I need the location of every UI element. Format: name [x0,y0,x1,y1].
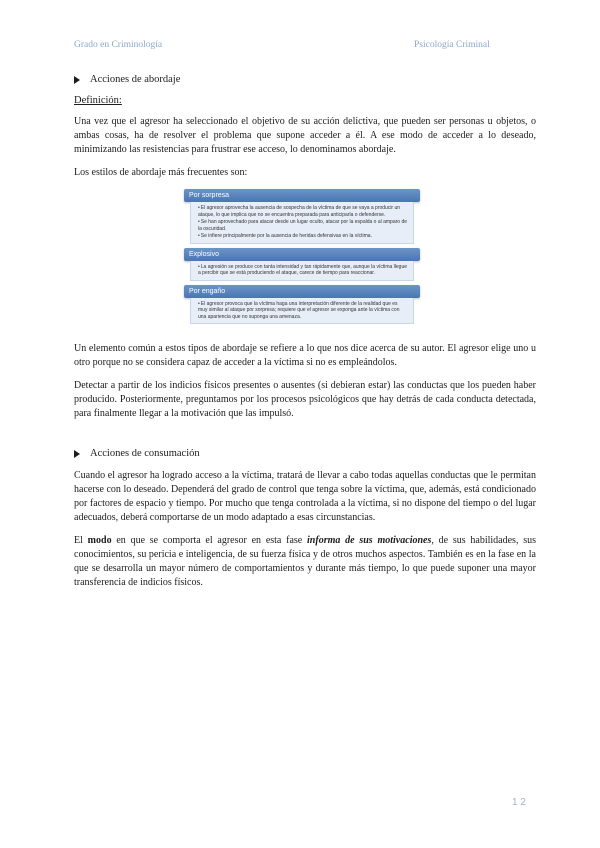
diagram-bullet: • Se infiere principalmente por la ausencia de heridas defensivas en la víctima. [198,233,408,240]
definition-label: Definición: [74,95,122,106]
diagram-block-body [190,261,414,281]
paragraph-definition: Una vez que el agresor ha seleccionado el objetivo de su acción delictiva, que pueden ser personas u objetos, o ambas cosas, ha de resolver el problema que supone acceder a él. A ese modo de acceder a lo deseado, minimizando las resistencias para frustrar ese acceso, lo denominamos abordaje. [74,116,536,155]
diagram-block-explosivo [184,248,420,281]
paragraph-common-element: Un elemento común a estos tipos de abordaje se refiere a lo que nos dice acerca de su autor. El agresor elige uno u otro porque no se considera capaz de acceder a la víctima si no es empleándolos. [74,343,536,368]
arrow-bullet-icon [74,450,80,458]
diagram-block-body [190,298,414,325]
arrow-bullet-icon [74,76,80,84]
document-body [74,74,536,599]
diagram-block-engano [184,285,420,325]
heading-text: Acciones de abordaje [90,74,181,85]
paragraph-consumacion: Cuando el agresor ha logrado acceso a la víctima, tratará de llevar a cabo todas aquellas conductas que le permitan hacerse con lo deseado. Dependerá del grado de control que tenga sobre la víctima, que, además, está condicionado por factores de espacio y tiempo. Por mucho que tenga controlada a la víctima, si no dispone del tiempo o del lugar adecuados, deberá comportarse de un modo adaptado a esas circunstancias. [74,470,536,523]
diagram-bullet: • La agresión se produce con tanta intensidad y tan rápidamente que, aunque la víctima llegue a percibir que se está produciendo el ataque, carece de tiempo para reaccionar. [198,264,408,277]
bold-term-motivaciones: informa de sus motivaciones [307,535,432,546]
section-heading-consumacion [74,448,536,459]
diagram-block-title: Explosivo [184,248,420,261]
diagram-block-title: Por engaño [184,285,420,298]
paragraph-styles-intro: Los estilos de abordaje más frecuentes son: [74,167,248,178]
paragraph-detection: Detectar a partir de los indicios físicos presentes o ausentes (si debieran estar) las conductas que los pueden haber producido. Posteriormente, preguntamos por los procesos psicológicos que hay detrás de cada conducta detectada, para finalmente llegar a la motivación que las impulsó. [74,380,536,419]
text-run: , de sus habilidades, sus conocimientos, su pericia e inteligencia, de su fuerza física y de otros muchos aspectos. También es en la fase en la que se desarrolla un mayor número de comportamientos y durante más tiempo, lo que puede suponer una mayor transferencia de indicios físicos. [74,535,537,588]
section-heading-abordaje [74,74,536,85]
diagram-bullet: • El agresor provoca que la víctima haga una interpretación diferente de la realidad que es muy similar al ataque por sorpresa; requiere que el agresor se exponga ante la víctima con una apariencia que no suponga una amenaza. [198,301,408,321]
page-number: 1 2 [512,797,526,808]
paragraph-modo [74,534,536,590]
header-subject-right: Psicología Criminal [414,40,490,50]
text-run: El [74,535,88,546]
bold-term-modo: modo [87,535,112,546]
header-subject-left: Grado en Criminología [74,40,163,50]
diagram-bullet: • El agresor aprovecha la ausencia de sospecha de la víctima de que se vaya a producir un ataque, lo que implica que no se encuentra preparada para anticiparla o defenderse. [198,205,408,218]
abordaje-styles-diagram [184,189,420,324]
text-run: en que se comporta el agresor en esta fase [111,535,308,546]
diagram-block-body [190,202,414,244]
diagram-block-sorpresa [184,189,420,244]
heading-text: Acciones de consumación [90,448,200,459]
diagram-block-title: Por sorpresa [184,189,420,202]
diagram-bullet: • Se han aprovechado para atacar desde un lugar oculto, atacar por la espalda o al amparo de la oscuridad. [198,219,408,232]
